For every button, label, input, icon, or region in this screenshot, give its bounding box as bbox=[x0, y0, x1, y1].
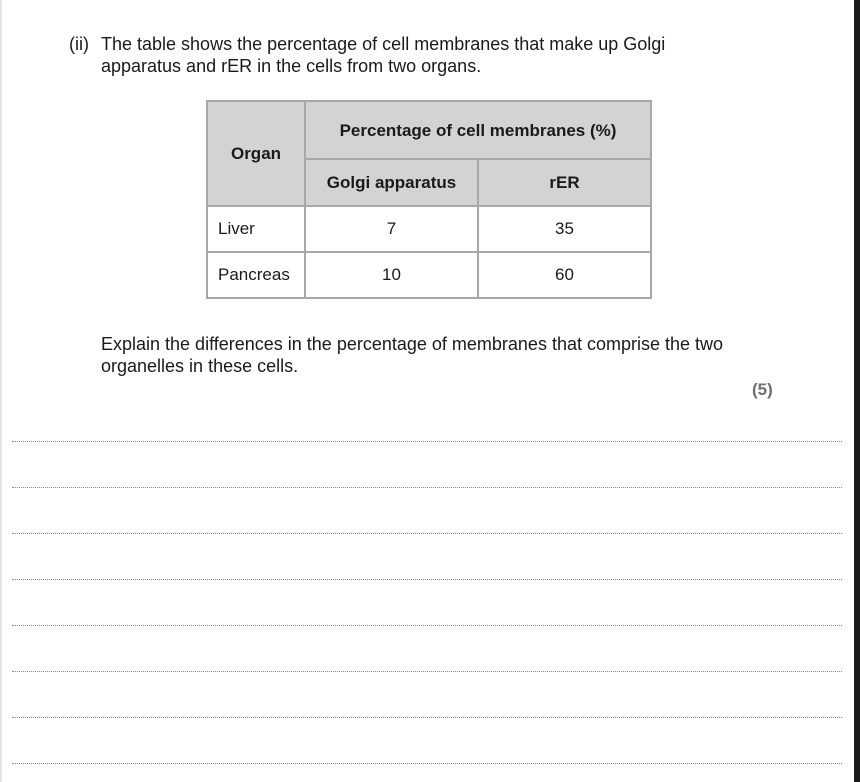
percentage-header: Percentage of cell membranes (%) bbox=[305, 101, 651, 159]
rer-cell: 60 bbox=[478, 252, 651, 298]
answer-line[interactable] bbox=[12, 671, 842, 672]
answer-line[interactable] bbox=[12, 717, 842, 718]
question-number: (ii) bbox=[69, 34, 89, 54]
organ-header: Organ bbox=[207, 101, 305, 206]
answer-line[interactable] bbox=[12, 487, 842, 488]
membrane-table bbox=[206, 100, 652, 299]
answer-line[interactable] bbox=[12, 533, 842, 534]
page-edge-right bbox=[854, 0, 860, 782]
answer-line[interactable] bbox=[12, 625, 842, 626]
question-text: The table shows the percentage of cell membranes that make up Golgi apparatus and rER in the cells from two organs. bbox=[101, 34, 666, 76]
page-edge-left bbox=[0, 0, 2, 782]
table-row bbox=[207, 252, 651, 298]
table-row bbox=[207, 206, 651, 252]
golgi-cell: 7 bbox=[305, 206, 478, 252]
answer-line[interactable] bbox=[12, 763, 842, 764]
answer-line[interactable] bbox=[12, 579, 842, 580]
marks-label: (5) bbox=[752, 380, 773, 399]
organ-cell: Pancreas bbox=[207, 252, 305, 298]
rer-cell: 35 bbox=[478, 206, 651, 252]
answer-line[interactable] bbox=[12, 441, 842, 442]
instruction-text: Explain the differences in the percentage of membranes that comprise the two organelles in these cells. bbox=[101, 334, 724, 376]
golgi-cell: 10 bbox=[305, 252, 478, 298]
rer-header: rER bbox=[478, 159, 651, 206]
organ-cell: Liver bbox=[207, 206, 305, 252]
golgi-header: Golgi apparatus bbox=[305, 159, 478, 206]
